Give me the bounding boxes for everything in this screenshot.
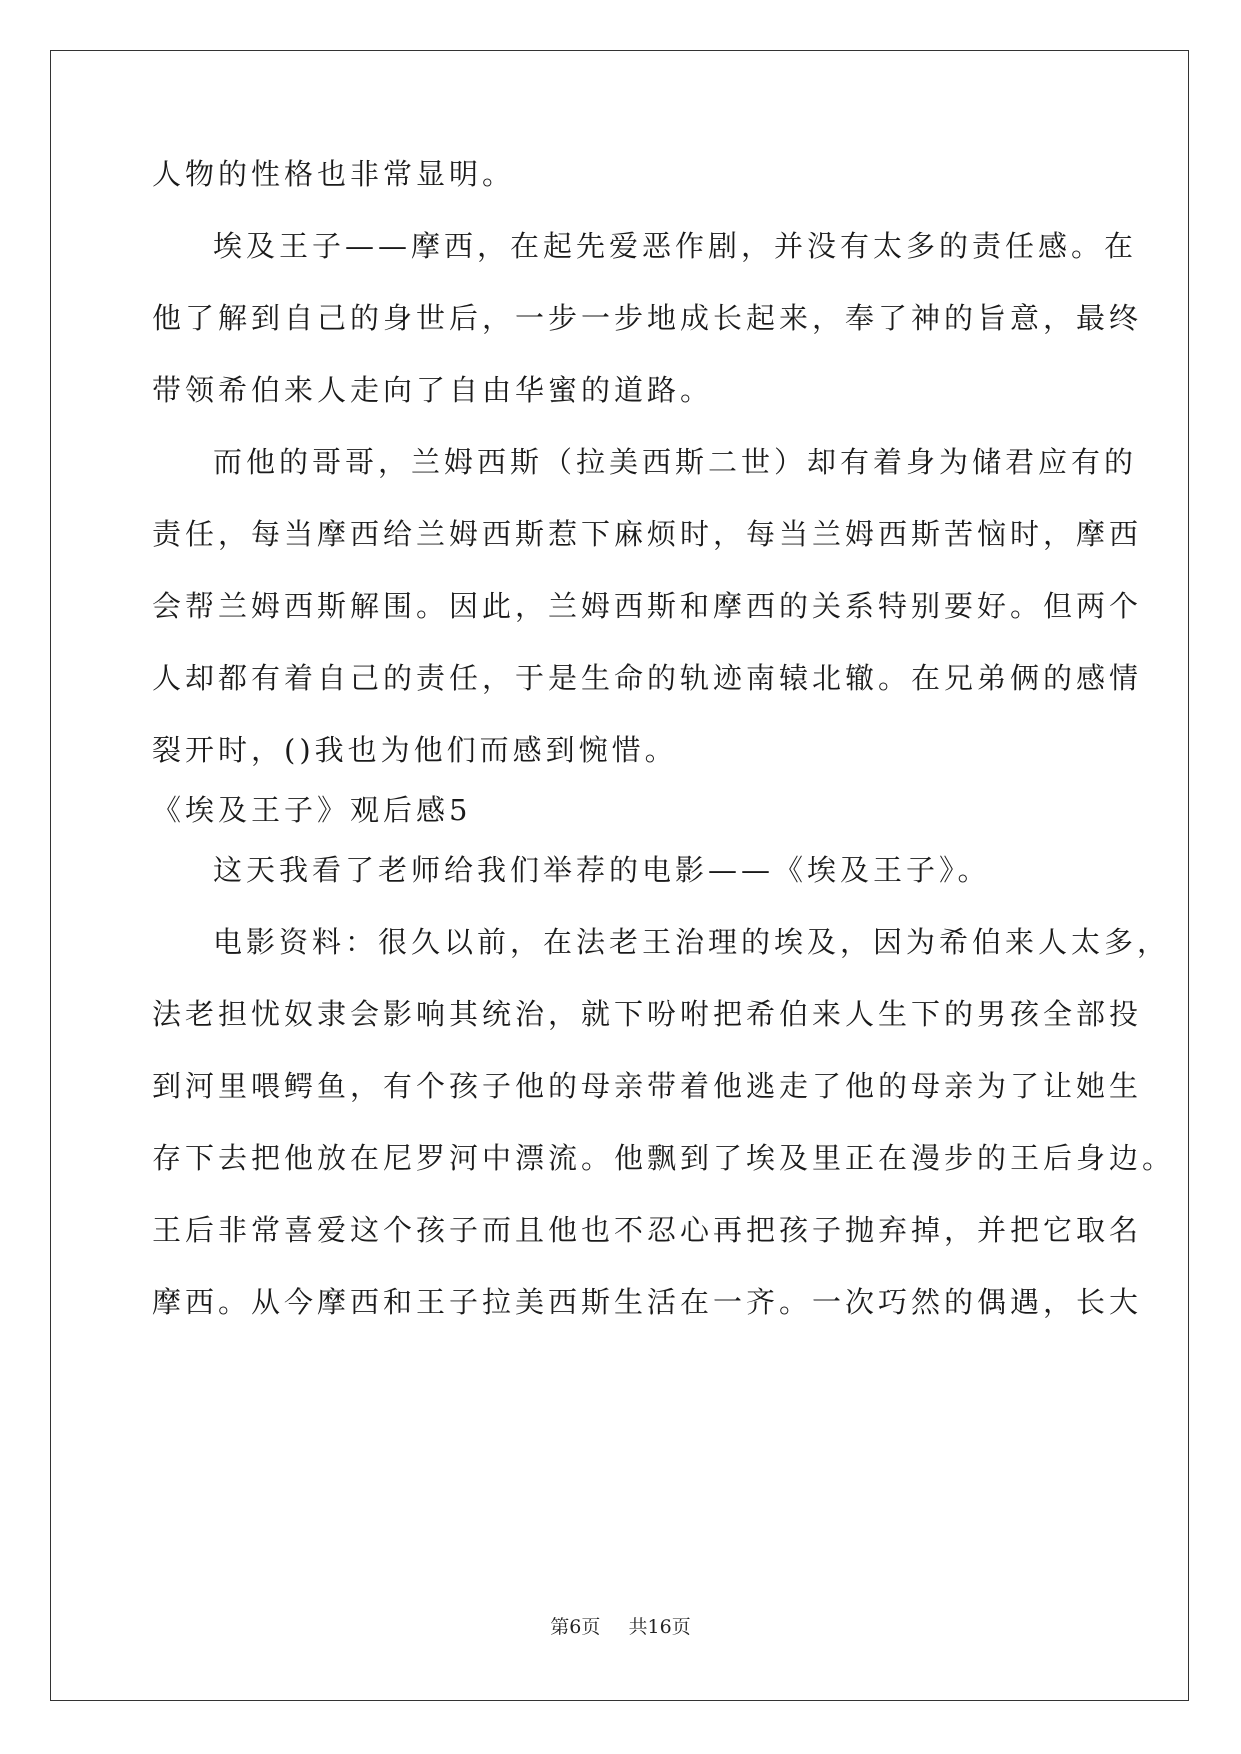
text-line: 带领希伯来人走向了自由华蜜的道路。 bbox=[152, 373, 714, 407]
text-line: 法老担忧奴隶会影响其统治，就下吩咐把希伯来人生下的男孩全部投 bbox=[152, 997, 1143, 1031]
page-footer bbox=[0, 1612, 1241, 1639]
paragraph-start-line: 这天我看了老师给我们举荐的电影——《埃及王子》。 bbox=[213, 853, 991, 887]
section-heading: 《埃及王子》观后感5 bbox=[152, 793, 472, 827]
text-line: 到河里喂鳄鱼，有个孩子他的母亲带着他逃走了他的母亲为了让她生 bbox=[152, 1069, 1143, 1103]
text-line: 裂开时，()我也为他们而感到惋惜。 bbox=[152, 733, 678, 767]
page-number: 第6页 bbox=[550, 1616, 601, 1638]
paragraph-start-line: 电影资料：很久以前，在法老王治理的埃及，因为希伯来人太多， bbox=[213, 925, 1171, 959]
text-line: 他了解到自己的身世后，一步一步地成长起来，奉了神的旨意，最终 bbox=[152, 301, 1143, 335]
paragraph-start-line: 而他的哥哥，兰姆西斯（拉美西斯二世）却有着身为储君应有的 bbox=[213, 445, 1138, 479]
paragraph-start-line: 埃及王子——摩西，在起先爱恶作剧，并没有太多的责任感。在 bbox=[213, 229, 1138, 263]
page-total: 共16页 bbox=[628, 1616, 691, 1638]
text-line: 责任，每当摩西给兰姆西斯惹下麻烦时，每当兰姆西斯苦恼时，摩西 bbox=[152, 517, 1143, 551]
text-line: 摩西。从今摩西和王子拉美西斯生活在一齐。一次巧然的偶遇，长大 bbox=[152, 1285, 1143, 1319]
text-line: 王后非常喜爱这个孩子而且他也不忍心再把孩子抛弃掉，并把它取名 bbox=[152, 1213, 1143, 1247]
text-line: 人却都有着自己的责任，于是生命的轨迹南辕北辙。在兄弟俩的感情 bbox=[152, 661, 1143, 695]
text-line: 人物的性格也非常显明。 bbox=[152, 157, 516, 191]
text-line: 会帮兰姆西斯解围。因此，兰姆西斯和摩西的关系特别要好。但两个 bbox=[152, 589, 1143, 623]
text-line: 存下去把他放在尼罗河中漂流。他飘到了埃及里正在漫步的王后身边。 bbox=[152, 1141, 1176, 1175]
